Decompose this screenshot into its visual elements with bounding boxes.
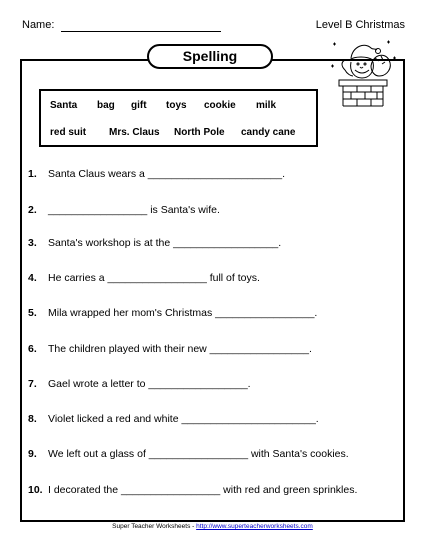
footer-link[interactable]: http://www.superteacherworksheets.com [196, 523, 313, 530]
question-text: We left out a glass of _________________ with Santa's cookies. [48, 448, 349, 460]
question-number: 3. [28, 237, 37, 249]
question-number: 8. [28, 413, 37, 425]
word-bank-word: milk [256, 100, 277, 111]
level-label: Level B Christmas [315, 19, 405, 31]
name-label: Name: [22, 19, 55, 31]
question-text: The children played with their new _________________. [48, 343, 312, 355]
word-bank-word: cookie [204, 100, 236, 111]
question-number: 10. [28, 484, 43, 496]
question-9 [28, 448, 398, 462]
question-6 [28, 343, 398, 357]
question-text: I decorated the _________________ with red and green sprinkles. [48, 484, 358, 496]
question-text: Santa's workshop is at the __________________. [48, 237, 282, 249]
word-bank-word: red suit [50, 127, 87, 138]
word-bank-word: candy cane [241, 127, 296, 138]
question-1 [28, 168, 398, 182]
question-text: Gael wrote a letter to _________________. [48, 378, 251, 390]
question-4 [28, 272, 398, 286]
question-number: 6. [28, 343, 37, 355]
question-text: Violet licked a red and white _______________________. [48, 413, 319, 425]
question-text: He carries a _________________ full of toys. [48, 272, 260, 284]
word-bank-word: gift [131, 100, 147, 111]
question-number: 1. [28, 168, 37, 180]
word-bank-word: North Pole [174, 127, 225, 138]
word-bank-word: Santa [50, 100, 78, 111]
question-10 [28, 484, 398, 498]
footer-separator: - [192, 523, 195, 530]
question-8 [28, 413, 398, 427]
footer [0, 523, 425, 530]
name-line [61, 31, 221, 32]
question-text: _________________ is Santa's wife. [48, 204, 220, 216]
word-bank [39, 89, 318, 147]
question-number: 7. [28, 378, 37, 390]
question-number: 2. [28, 204, 37, 216]
question-number: 4. [28, 272, 37, 284]
word-bank-word: Mrs. Claus [109, 127, 160, 138]
word-bank-word: bag [97, 100, 115, 111]
word-bank-word: toys [166, 100, 187, 111]
question-number: 9. [28, 448, 37, 460]
page-title: Spelling [147, 44, 273, 69]
question-number: 5. [28, 307, 37, 319]
santa-chimney-icon [327, 36, 399, 108]
question-text: Mila wrapped her mom's Christmas _________________. [48, 307, 318, 319]
question-3 [28, 237, 398, 251]
question-2 [28, 204, 398, 218]
question-7 [28, 378, 398, 392]
worksheet-header [22, 19, 405, 35]
question-text: Santa Claus wears a _______________________. [48, 168, 286, 180]
question-5 [28, 307, 398, 321]
footer-site-name: Super Teacher Worksheets [112, 523, 191, 530]
